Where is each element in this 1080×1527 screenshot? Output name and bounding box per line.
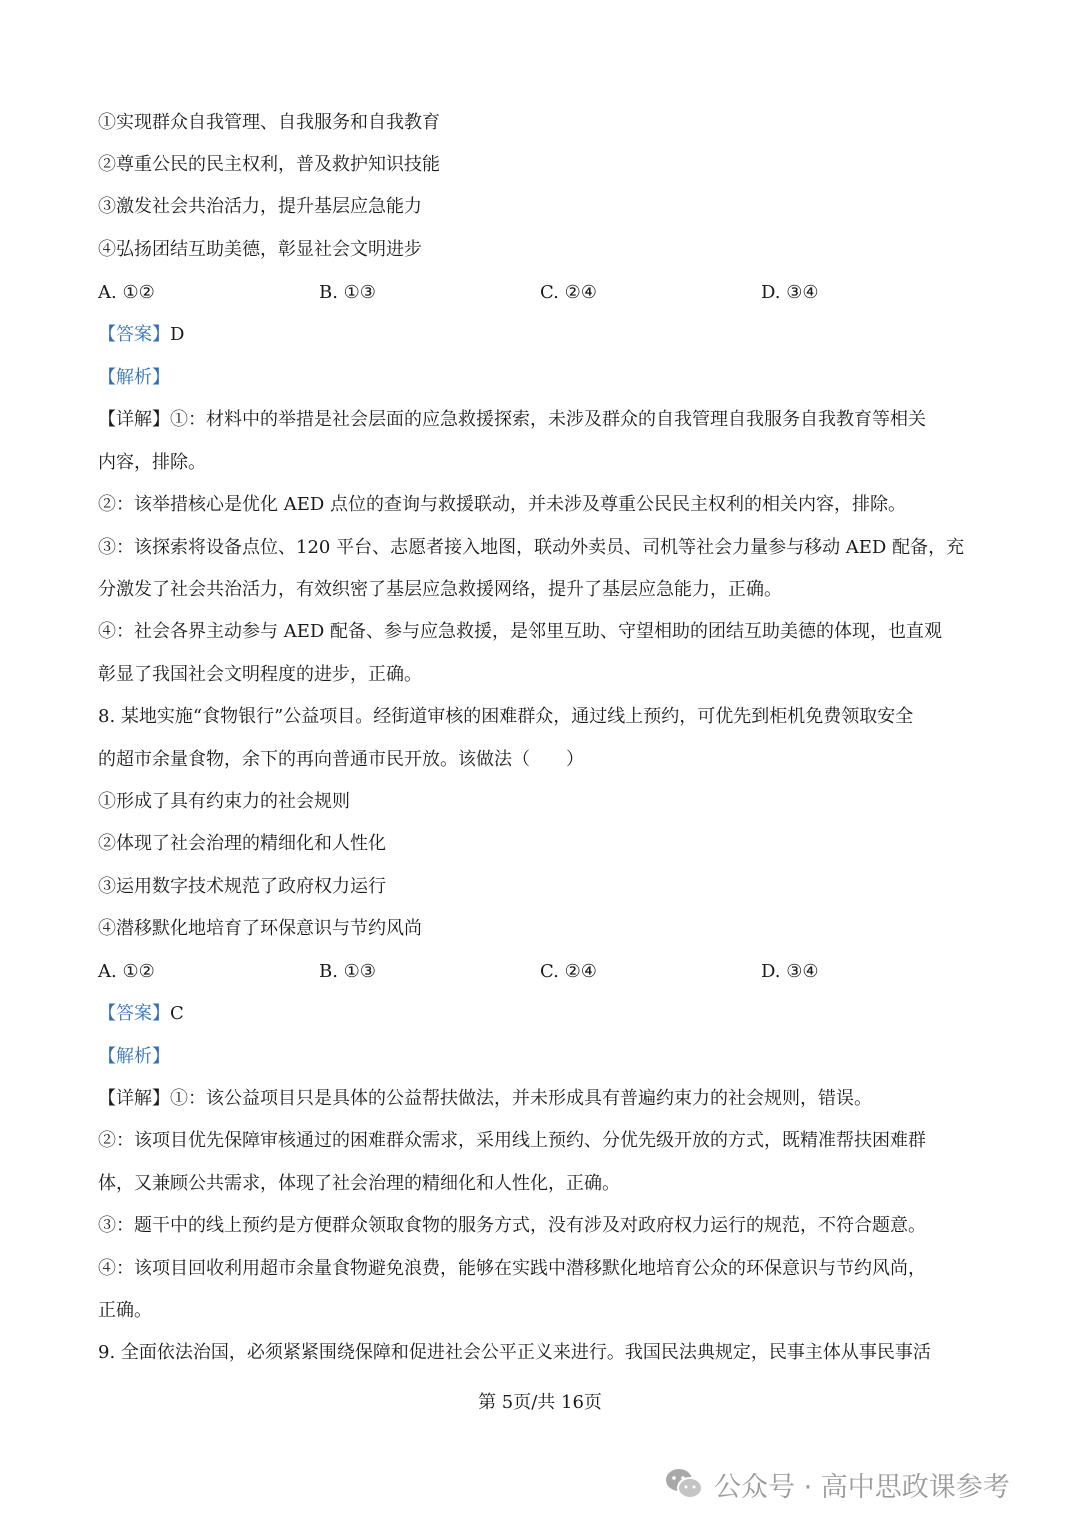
watermark bbox=[664, 1466, 1010, 1502]
q8-detail-line-2: ②：该项目优先保障审核通过的困难群众需求，采用线上预约、分优先级开放的方式，既精准帮扶困难群 bbox=[98, 1130, 926, 1151]
q8-analysis-tag: 【解析】 bbox=[98, 1046, 170, 1067]
q7-option-c: C. ②④ bbox=[540, 282, 597, 303]
q8-answer-value: C bbox=[170, 1003, 184, 1024]
q7-analysis-tag: 【解析】 bbox=[98, 367, 170, 388]
q8-item-4: ④潜移默化地培育了环保意识与节约风尚 bbox=[98, 918, 422, 939]
q8-stem-line-2: 的超市余量食物，余下的再向普通市民开放。该做法（ ） bbox=[98, 749, 584, 770]
q8-detail-line-5: ④：该项目回收利用超市余量食物避免浪费，能够在实践中潜移默化地培育公众的环保意识与节约风尚， bbox=[98, 1258, 926, 1279]
q7-detail-line-1 bbox=[98, 408, 984, 432]
q8-option-b: B. ①③ bbox=[319, 961, 376, 982]
q8-detail-text-1: ①：该公益项目只是具体的公益帮扶做法，并未形成具有普遍约束力的社会规则，错误。 bbox=[170, 1088, 872, 1109]
q8-option-d: D. ③④ bbox=[761, 961, 819, 982]
q7-item-1: ①实现群众自我管理、自我服务和自我教育 bbox=[98, 112, 440, 133]
q8-detail-line-3: 体，又兼顾公共需求，体现了社会治理的精细化和人性化，正确。 bbox=[98, 1173, 620, 1194]
q7-options bbox=[98, 281, 978, 305]
q8-detail-line-6: 正确。 bbox=[98, 1300, 152, 1321]
q8-answer-tag: 【答案】 bbox=[98, 1003, 170, 1024]
q7-detail-line-6: ④：社会各界主动参与 AED 配备、参与应急救援，是邻里互助、守望相助的团结互助美德的体现，也直观 bbox=[98, 621, 943, 642]
q7-detail-line-7: 彰显了我国社会文明程度的进步，正确。 bbox=[98, 664, 422, 685]
q7-item-3: ③激发社会共治活力，提升基层应急能力 bbox=[98, 196, 422, 217]
q8-answer bbox=[98, 1002, 984, 1026]
q7-detail-line-5: 分激发了社会共治活力，有效织密了基层应急救援网络，提升了基层应急能力，正确。 bbox=[98, 579, 782, 600]
q8-item-2: ②体现了社会治理的精细化和人性化 bbox=[98, 833, 386, 854]
q7-answer-value: D bbox=[170, 324, 185, 345]
q8-item-1: ①形成了具有约束力的社会规则 bbox=[98, 791, 350, 812]
q8-option-a: A. ①② bbox=[98, 961, 155, 982]
q7-answer bbox=[98, 323, 984, 347]
q8-detail-tag: 【详解】 bbox=[98, 1088, 170, 1109]
q8-option-c: C. ②④ bbox=[540, 961, 597, 982]
q7-option-a: A. ①② bbox=[98, 282, 155, 303]
q9-stem-line-1: 9. 全面依法治国，必须紧紧围绕保障和促进社会公平正义来进行。我国民法典规定，民事主体从事民事活 bbox=[98, 1342, 931, 1363]
q8-item-3: ③运用数字技术规范了政府权力运行 bbox=[98, 876, 386, 897]
q7-detail-line-4: ③：该探索将设备点位、120 平台、志愿者接入地图，联动外卖员、司机等社会力量参与移动 AED 配备，充 bbox=[98, 537, 965, 558]
q7-detail-line-3: ②：该举措核心是优化 AED 点位的查询与救援联动，并未涉及尊重公民民主权利的相关内容，排除。 bbox=[98, 494, 907, 515]
page-number: 第 5页/共 16页 bbox=[478, 1392, 602, 1413]
q8-detail-line-4: ③：题干中的线上预约是方便群众领取食物的服务方式，没有涉及对政府权力运行的规范，不符合题意。 bbox=[98, 1215, 926, 1236]
q7-item-2: ②尊重公民的民主权利，普及救护知识技能 bbox=[98, 154, 440, 175]
q7-item-4: ④弘扬团结互助美德，彰显社会文明进步 bbox=[98, 239, 422, 260]
q7-detail-text-1: ①：材料中的举措是社会层面的应急救援探索，未涉及群众的自我管理自我服务自我教育等相关 bbox=[170, 409, 926, 430]
watermark-text: 公众号 · 高中思政课参考 bbox=[714, 1471, 1010, 1503]
q8-analysis bbox=[98, 1045, 984, 1069]
wechat-icon bbox=[664, 1467, 704, 1501]
q8-options bbox=[98, 960, 978, 984]
q7-option-b: B. ①③ bbox=[319, 282, 376, 303]
q7-answer-tag: 【答案】 bbox=[98, 324, 170, 345]
q8-detail-line-1 bbox=[98, 1087, 984, 1111]
q7-option-d: D. ③④ bbox=[761, 282, 819, 303]
q8-stem-line-1: 8. 某地实施“食物银行”公益项目。经街道审核的困难群众，通过线上预约，可优先到柜机免费领取安全 bbox=[98, 706, 914, 727]
q7-detail-line-2: 内容，排除。 bbox=[98, 452, 206, 473]
q7-detail-tag: 【详解】 bbox=[98, 409, 170, 430]
q7-analysis bbox=[98, 366, 984, 390]
